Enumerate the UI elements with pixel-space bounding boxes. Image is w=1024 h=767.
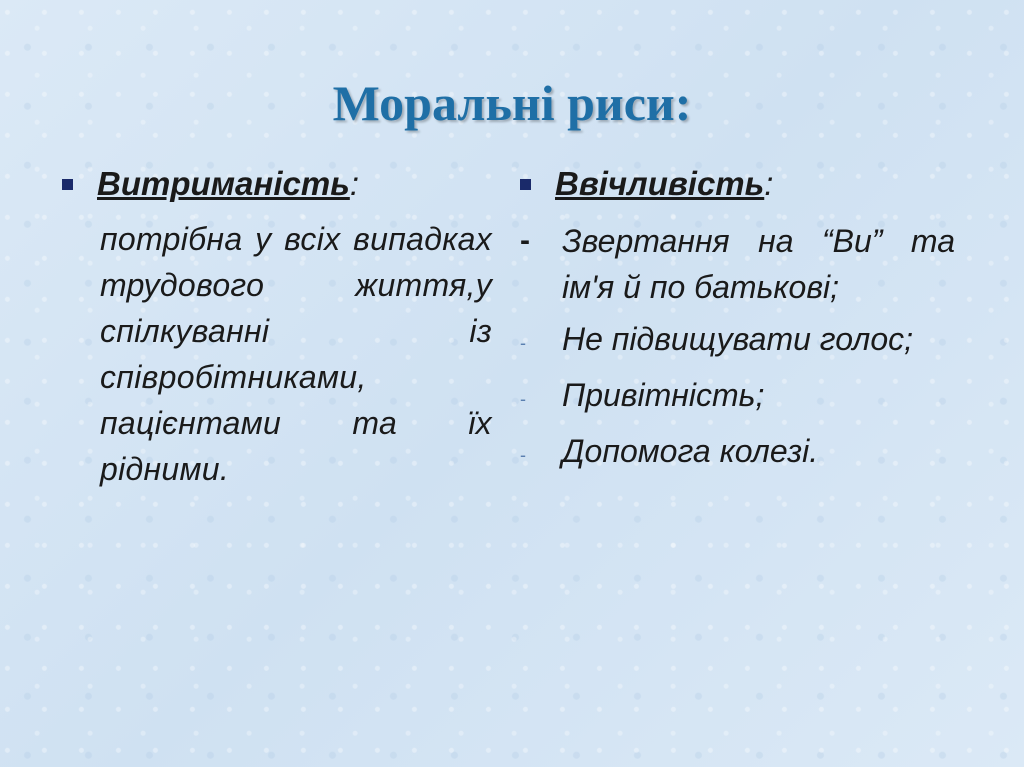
square-bullet-icon: [520, 179, 531, 190]
dash-marker: -: [520, 333, 526, 353]
dash-marker: -: [520, 445, 526, 465]
list-item-text: Допомога колезі.: [562, 433, 819, 469]
left-heading-text: Витриманість: [97, 165, 350, 202]
list-item: [520, 428, 955, 478]
left-heading-colon: :: [349, 165, 359, 202]
left-column: [62, 160, 492, 492]
dash-marker: -: [520, 389, 526, 409]
right-heading-colon: :: [764, 165, 774, 202]
list-item-text: Привітність;: [562, 377, 765, 413]
list-item: [520, 372, 955, 422]
right-column: [520, 160, 955, 478]
list-item: [520, 316, 955, 366]
list-item-text: Не підвищувати голос;: [562, 321, 914, 357]
list-item-text: Звертання на “Ви” та ім'я й по батькові;: [562, 223, 955, 305]
square-bullet-icon: [62, 179, 73, 190]
right-heading-text: Ввічливість: [555, 165, 765, 202]
right-heading: [520, 160, 955, 208]
left-paragraph: потрібна у всіх випадках трудового життя,у спілкуванні із співробітниками, пацієнтами та їх рідними.: [100, 221, 492, 487]
left-heading: [62, 160, 492, 208]
dash-marker: -: [520, 224, 530, 257]
slide-title: Моральні риси:: [332, 75, 692, 131]
list-item: [520, 218, 955, 310]
